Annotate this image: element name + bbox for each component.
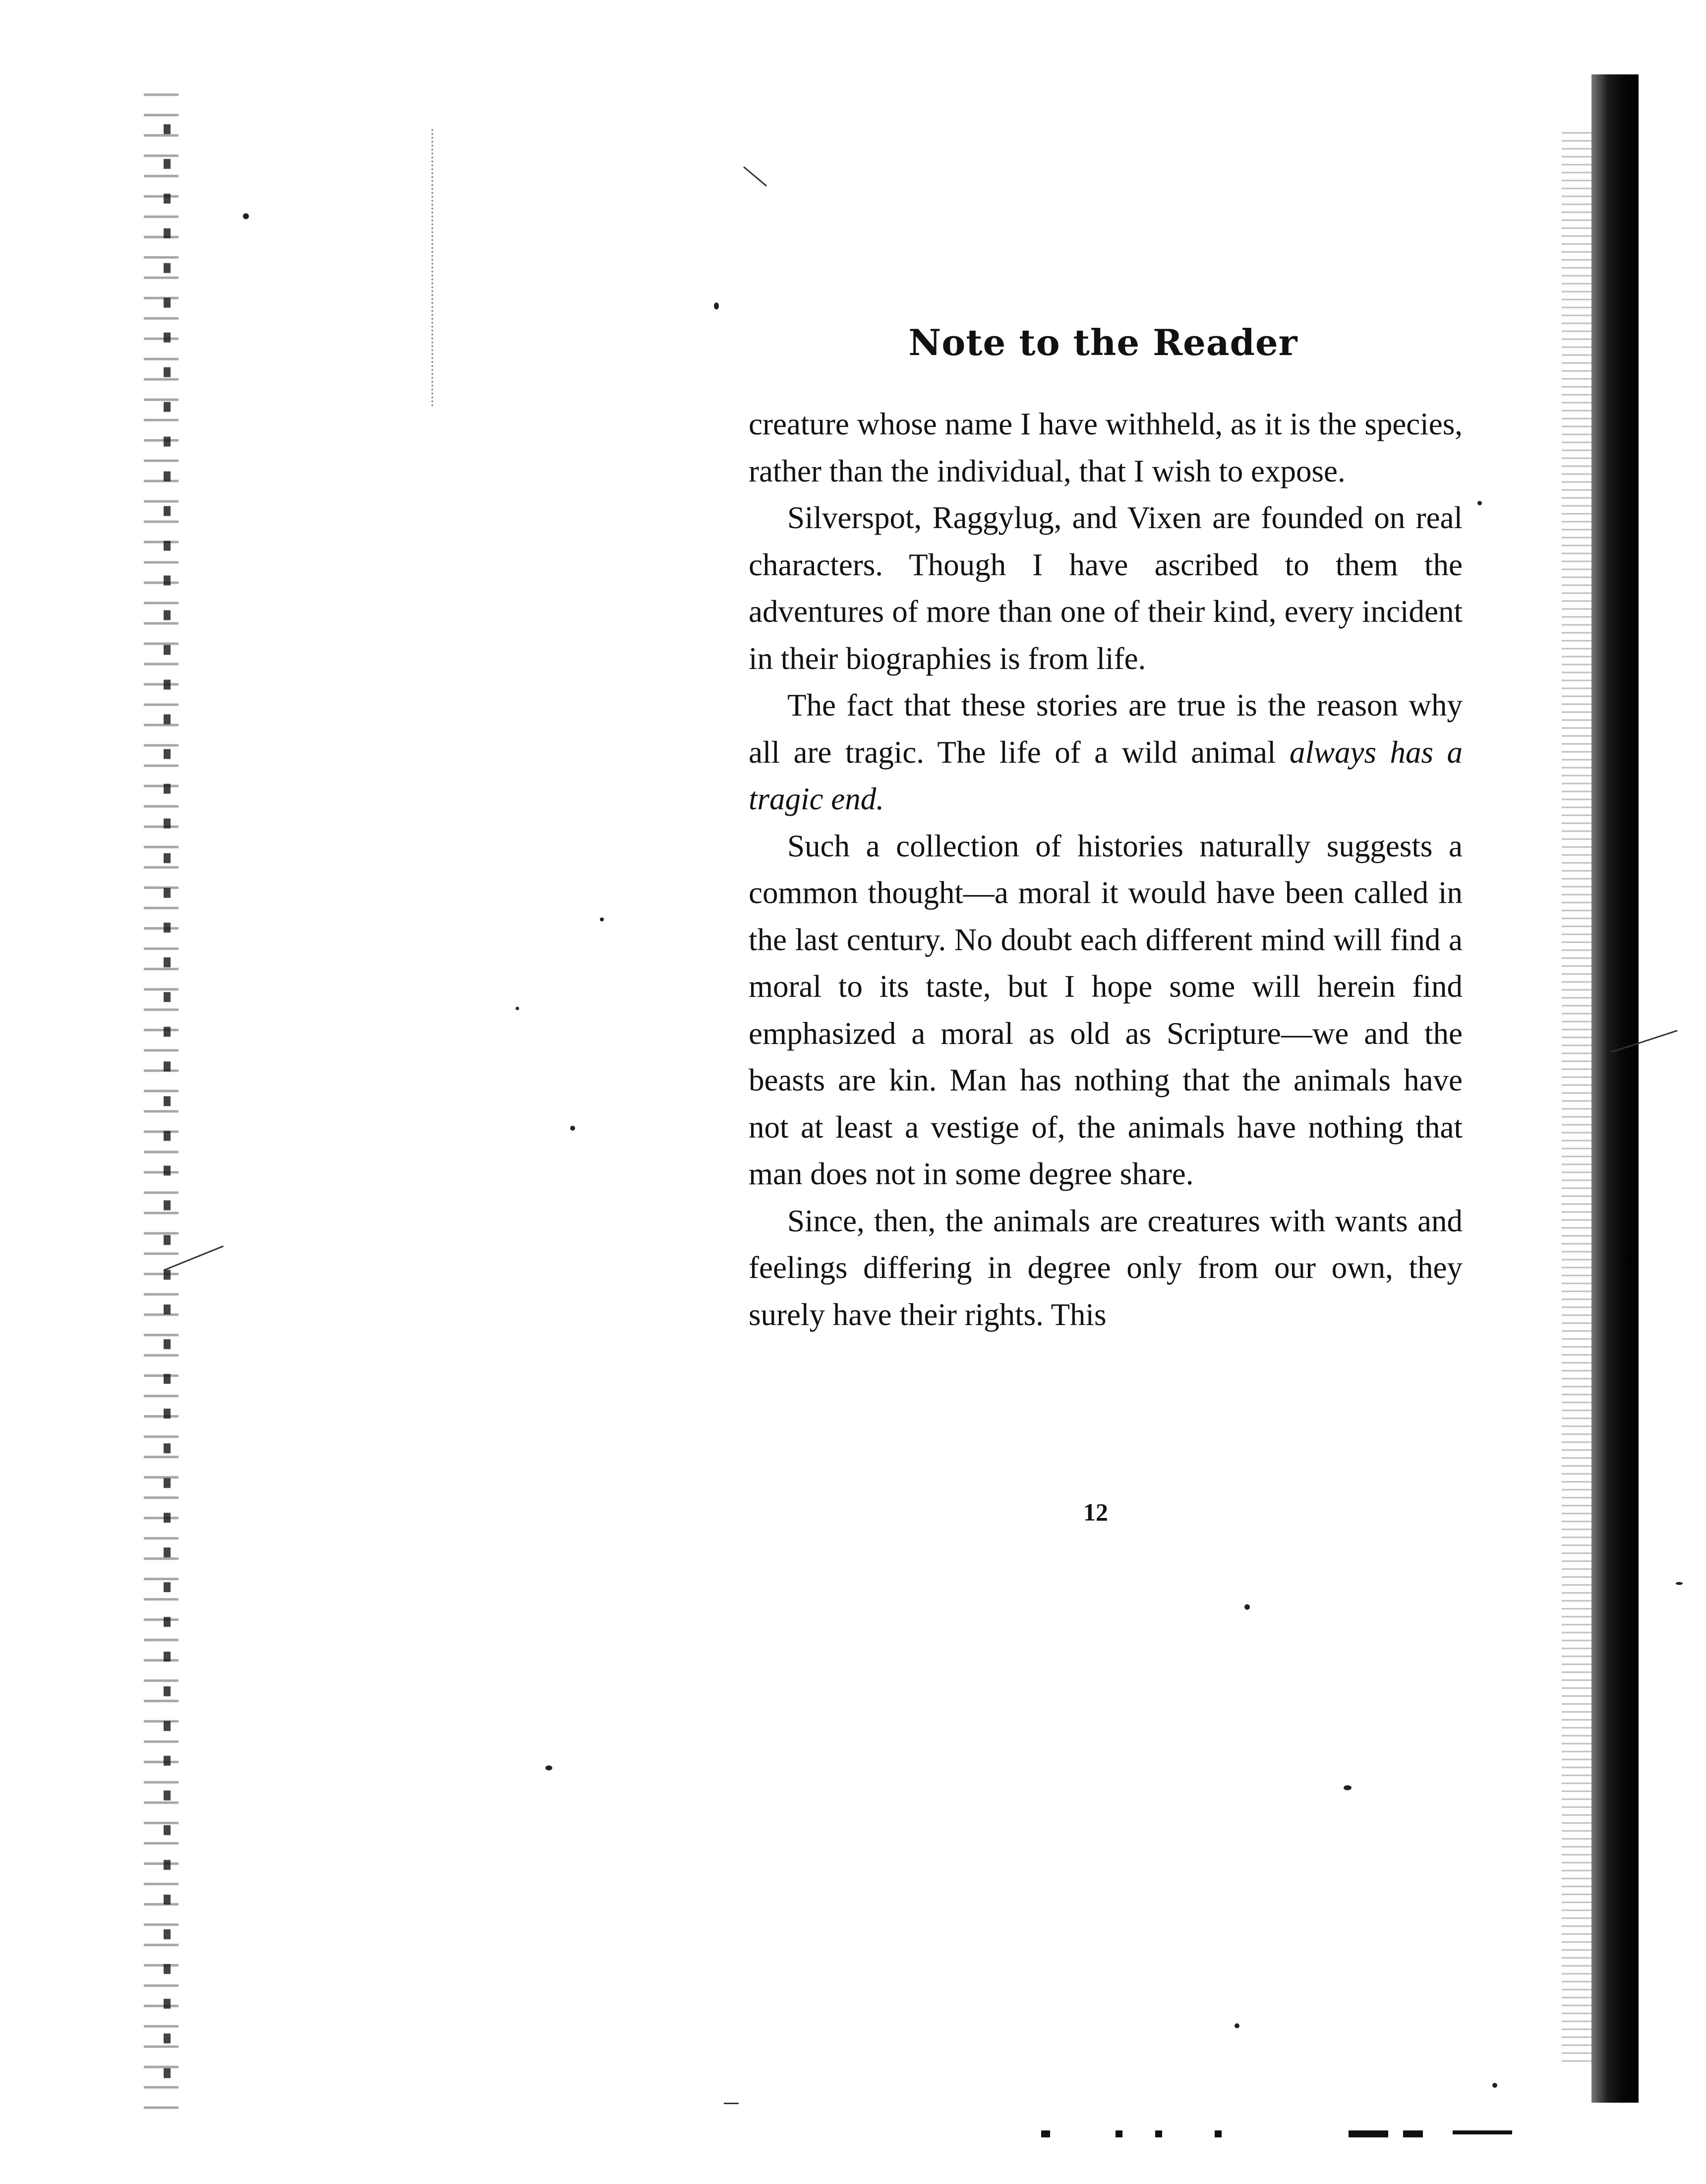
body-text — [749, 401, 1463, 1338]
scan-bottom-mark — [1116, 2130, 1122, 2137]
scan-left-binding — [164, 109, 171, 2093]
paragraph-text: The fact that these stories are true is the reason why all are tragic. The life of a wild animal — [749, 688, 1463, 770]
scan-right-edge — [1591, 74, 1639, 2103]
scan-bottom-mark — [1403, 2130, 1423, 2137]
paragraph — [749, 682, 1463, 823]
scan-stroke — [743, 166, 767, 186]
scan-speck — [545, 1765, 552, 1770]
scan-speck — [243, 213, 249, 219]
scan-stroke — [724, 2103, 739, 2104]
scan-bottom-mark — [1349, 2130, 1388, 2137]
scan-speck — [600, 917, 604, 921]
scan-bottom-mark — [1155, 2130, 1162, 2137]
scan-bottom-mark — [1215, 2130, 1222, 2137]
paragraph: Silverspot, Raggylug, and Vixen are founded on real characters. Though I have ascribed to them the adventures of more than one of their kind, every incident in their biographies is from life. — [749, 500, 1463, 676]
scan-left-edge — [144, 84, 178, 2118]
page-number: 12 — [1083, 1498, 1108, 1526]
scan-right-fringe — [1562, 129, 1591, 2063]
scan-speck — [1244, 1604, 1250, 1610]
scan-speck — [570, 1126, 575, 1131]
scan-speck — [1676, 1582, 1683, 1585]
scan-speck — [1477, 501, 1482, 505]
paragraph: Since, then, the animals are creatures with wants and feelings differing in degree only from our own, they surely have their rights. This — [749, 1203, 1463, 1332]
emphasized-text: always has a tragic end. — [749, 734, 1463, 816]
paragraph: Such a collection of histories naturally suggests a common thought—a moral it would have been called in the last century. No doubt each different mind will find a moral to its taste, but I hope some will herein find emphasized a moral as old as Scripture—we and the beasts are kin. Man has nothing that the animals have not at least a vestige of, the animals have nothing that man does not in some degree share. — [749, 828, 1463, 1191]
scan-dotted-mark — [431, 129, 433, 407]
scan-speck — [714, 303, 719, 309]
scan-bottom-mark — [1041, 2130, 1050, 2137]
page-heading: Note to the Reader — [908, 321, 1298, 364]
scan-speck — [516, 1007, 519, 1010]
scan-speck — [1235, 2023, 1239, 2028]
scan-speck — [1492, 2083, 1497, 2088]
paragraph: creature whose name I have withheld, as it is the species, rather than the individual, that I wish to expose. — [749, 407, 1463, 488]
scan-bottom-mark — [1453, 2130, 1512, 2134]
scan-speck — [1344, 1785, 1352, 1790]
